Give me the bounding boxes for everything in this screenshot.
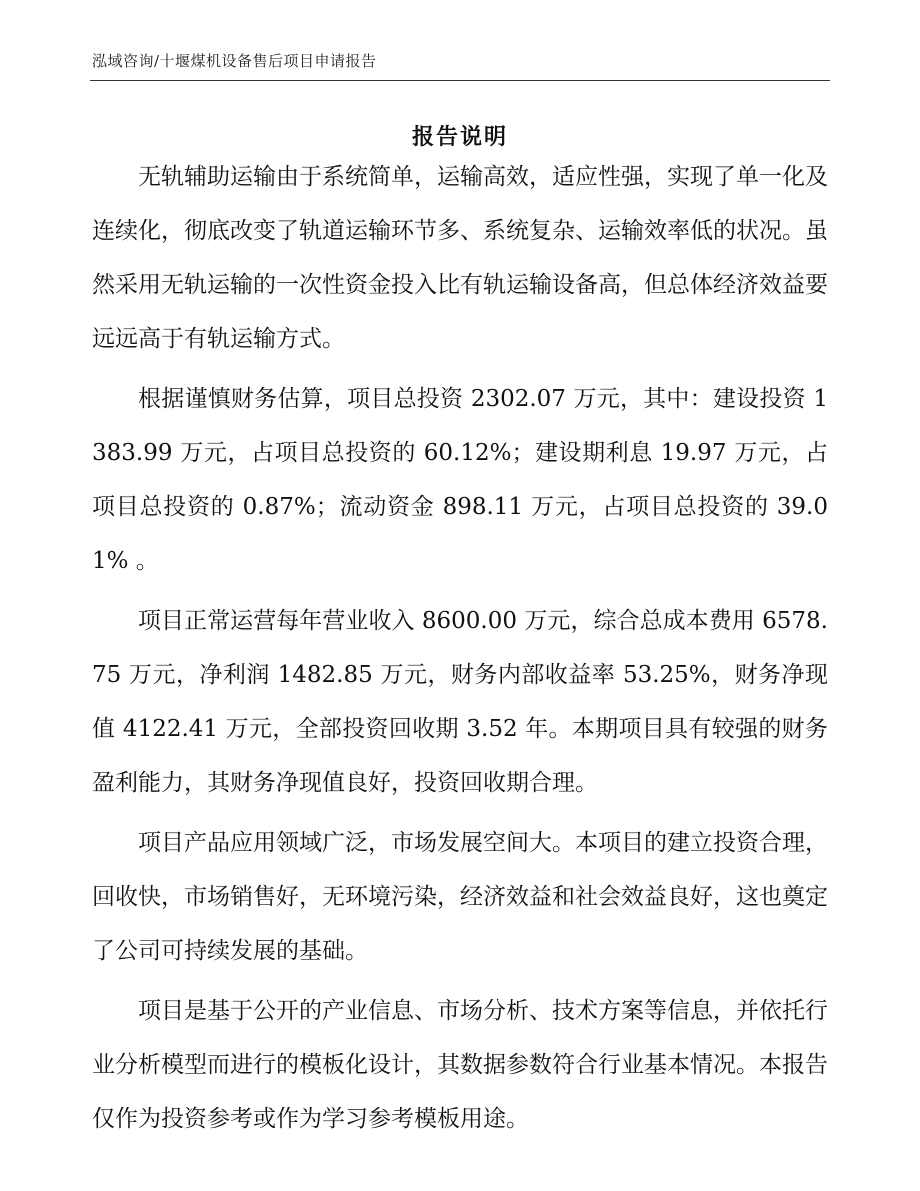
paragraph-intro: 无轨辅助运输由于系统简单，运输高效，适应性强，实现了单一化及连续化，彻底改变了轨道运输环节多、系统复杂、运输效率低的状况。虽然采用无轨运输的一次性资金投入比有轨运输设备高，但总体经济效益要远远高于有轨运输方式。: [92, 164, 828, 352]
paragraph-financials: 项目正常运营每年营业收入 8600.00 万元，综合总成本费用 6578.75 万元，净利润 1482.85 万元，财务内部收益率 53.25%，财务净现值 4122.41 万元，全部投资回收期 3.52 年。本期项目具有较强的财务盈利能力，其财务净现值良好，投资回收期合理。: [92, 608, 828, 796]
document-title: 报告说明: [411, 125, 508, 150]
paragraph-investment: 根据谨慎财务估算，项目总投资 2302.07 万元，其中：建设投资 1383.99 万元，占项目总投资的 60.12%；建设期利息 19.97 万元，占项目总投资的 0.87%；流动资金 898.11 万元，占项目总投资的 39.01% 。: [92, 386, 828, 574]
document-body: [92, 150, 828, 1152]
running-header: 泓域咨询/十堰煤机设备售后项目申请报告: [92, 52, 377, 70]
paragraph-disclaimer: 项目是基于公开的产业信息、市场分析、技术方案等信息，并依托行业分析模型而进行的模板化设计，其数据参数符合行业基本情况。本报告仅作为投资参考或作为学习参考模板用途。: [92, 998, 828, 1132]
header-divider: [90, 80, 830, 81]
paragraph-market: 项目产品应用领域广泛，市场发展空间大。本项目的建立投资合理，回收快，市场销售好，无环境污染，经济效益和社会效益良好，这也奠定了公司可持续发展的基础。: [92, 830, 828, 964]
